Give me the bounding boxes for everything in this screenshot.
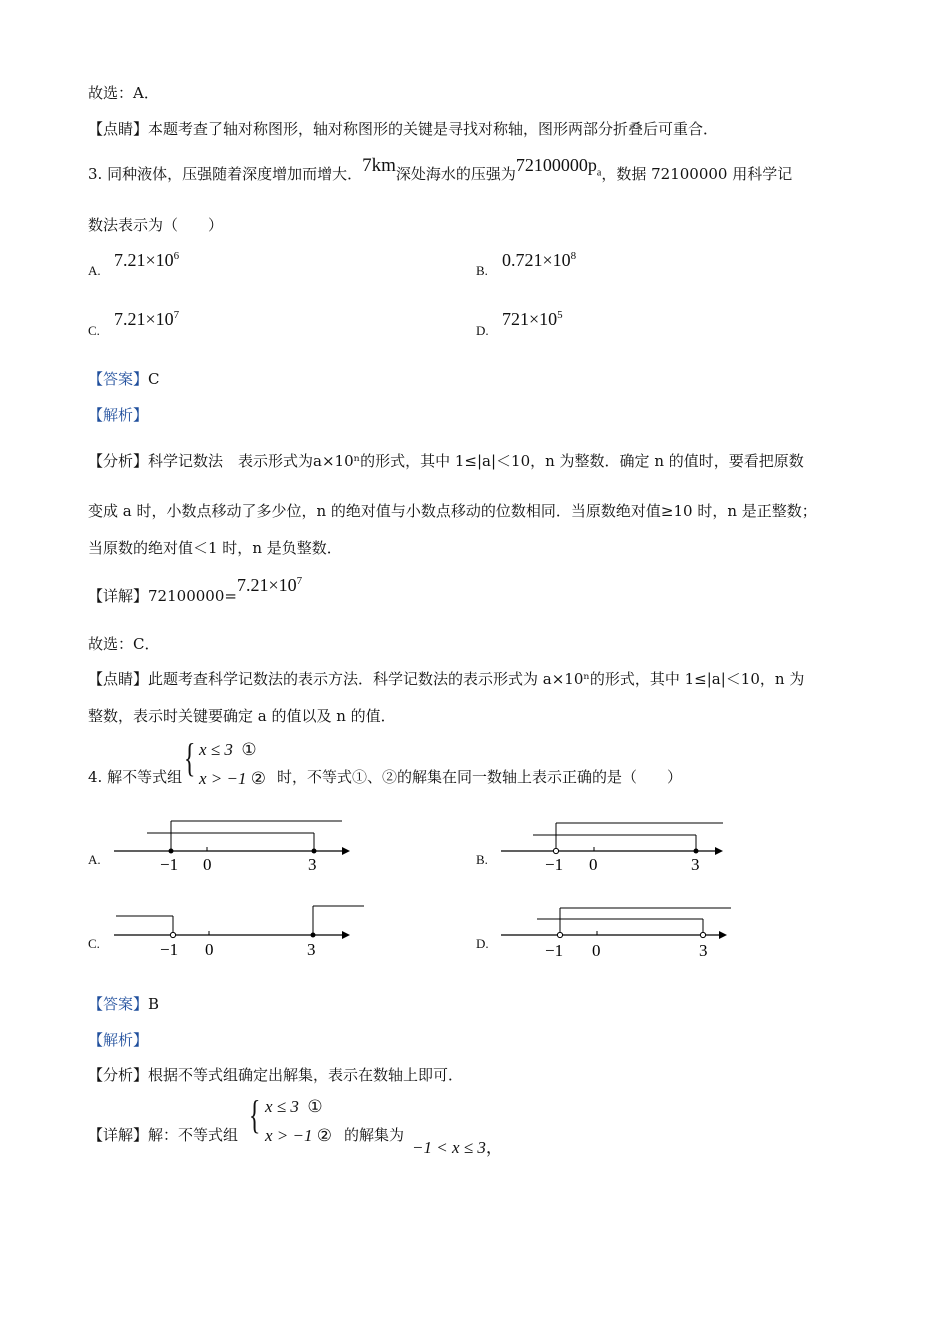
q4-option-b-letter: B.: [476, 852, 488, 867]
q4-stem-start: 4. 解不等式组: [88, 768, 183, 786]
q4-solution: −1 < x ≤ 3，: [412, 1138, 503, 1157]
q3-xiangjie-value: $7.21\times 10^7$: [236, 575, 303, 595]
q4-ineq1: x ≤ 3 ①: [199, 740, 257, 759]
q4-option-d-letter: D.: [476, 936, 489, 951]
q3-stem-line2: 数法表示为（ ）: [88, 216, 224, 234]
q4-option-a-numberline: [110, 815, 360, 875]
q3-option-a-letter: A.: [88, 263, 101, 278]
q3-number: 3.: [88, 165, 103, 183]
q3-option-d-letter: D.: [476, 323, 489, 338]
svg-text:0: 0: [205, 940, 214, 959]
svg-text:0: 0: [203, 855, 212, 874]
q4-option-c-letter: C.: [88, 936, 100, 951]
dianjing-line: 【点睛】本题考查了轴对称图形，轴对称图形的关键是寻找对称轴，图形两部分折叠后可重合．: [88, 120, 719, 138]
q3-dianjing-line2: 整数，表示时关键要确定 a 的值以及 n 的值．: [88, 707, 396, 725]
svg-text:0: 0: [592, 941, 601, 960]
q3-option-c-letter: C.: [88, 323, 100, 338]
q4-xiangjie-ineq2: x > −1 ②: [265, 1126, 332, 1145]
q3-option-c-value: $7.21\times 10^7$: [114, 309, 180, 329]
q3-text1: 同种液体，压强随着深度增加而增大．: [107, 165, 363, 183]
q4-option-a-letter: A.: [88, 852, 101, 867]
q3-pressure: $72100000p_a$: [515, 155, 602, 179]
q3-option-b-letter: B.: [476, 263, 488, 278]
q4-option-d-numberline: [497, 900, 742, 962]
svg-text:−1: −1: [545, 855, 564, 874]
q3-xiangjie: 【详解】$72100000=7.21\times 10^7$: [88, 575, 303, 605]
svg-text:−1: −1: [160, 940, 179, 959]
selected-answer-line: 故选：A．: [88, 84, 159, 102]
q3-fenxi-line1: 【分析】科学记数法 表示形式为a×10ⁿ的形式，其中 1≤|a|＜10，n 为整数．确定 n 的值时，要看把原数: [88, 452, 804, 470]
q4-xiangjie-ineq1: x ≤ 3 ①: [265, 1097, 323, 1116]
q4-xiangjie-mid: 的解集为: [344, 1126, 405, 1144]
q4-option-b-numberline: [497, 815, 732, 875]
q3-option-a-value: $7.21\times 10^6$: [114, 250, 180, 270]
q3-option-d-value: $721\times 10^5$: [502, 309, 563, 329]
q4-left-brace: {: [183, 735, 196, 780]
q3-fenxi-line2: 变成 a 时，小数点移动了多少位，n 的绝对值与小数点移动的位数相同．当原数绝对值≥10 时，n 是正整数；: [88, 502, 817, 520]
q3-text3: ，数据 72100000 用科学记: [601, 165, 793, 183]
q3-answer: 【答案】C: [88, 370, 160, 388]
q3-option-b-value: $0.721\times 10^8$: [502, 250, 577, 270]
q4-xiangjie-brace: {: [248, 1092, 261, 1137]
q4-ineq2: x > −1 ②: [199, 769, 266, 788]
svg-text:0: 0: [589, 855, 598, 874]
q4-stem-end: 时，不等式①、②的解集在同一数轴上表示正确的是（ ）: [277, 768, 683, 786]
q3-depth: 7km: [362, 155, 396, 176]
q3-fenxi-line3: 当原数的绝对值＜1 时，n 是负整数．: [88, 539, 342, 557]
q4-answer: 【答案】B: [88, 995, 160, 1013]
q4-xiangjie-start: 【详解】解：不等式组: [88, 1126, 239, 1144]
svg-text:3: 3: [308, 855, 317, 874]
svg-text:3: 3: [691, 855, 700, 874]
svg-text:−1: −1: [545, 941, 564, 960]
q4-fenxi: 【分析】根据不等式组确定出解集，表示在数轴上即可．: [88, 1066, 464, 1084]
q3-dianjing-line1: 【点睛】此题考查科学记数法的表示方法．科学记数法的表示形式为 a×10ⁿ的形式，其中 1≤|a|＜10，n 为: [88, 670, 805, 688]
q3-stem-line1: [88, 155, 793, 187]
svg-text:3: 3: [307, 940, 316, 959]
q3-selected: 故选：C．: [88, 635, 160, 653]
q4-jiexi: 【解析】: [88, 1031, 149, 1049]
svg-text:−1: −1: [160, 855, 179, 874]
q4-option-c-numberline: [110, 900, 370, 960]
q3-text2: 深处海水的压强为: [395, 165, 516, 183]
svg-text:3: 3: [699, 941, 708, 960]
q3-jiexi: 【解析】: [88, 406, 149, 424]
